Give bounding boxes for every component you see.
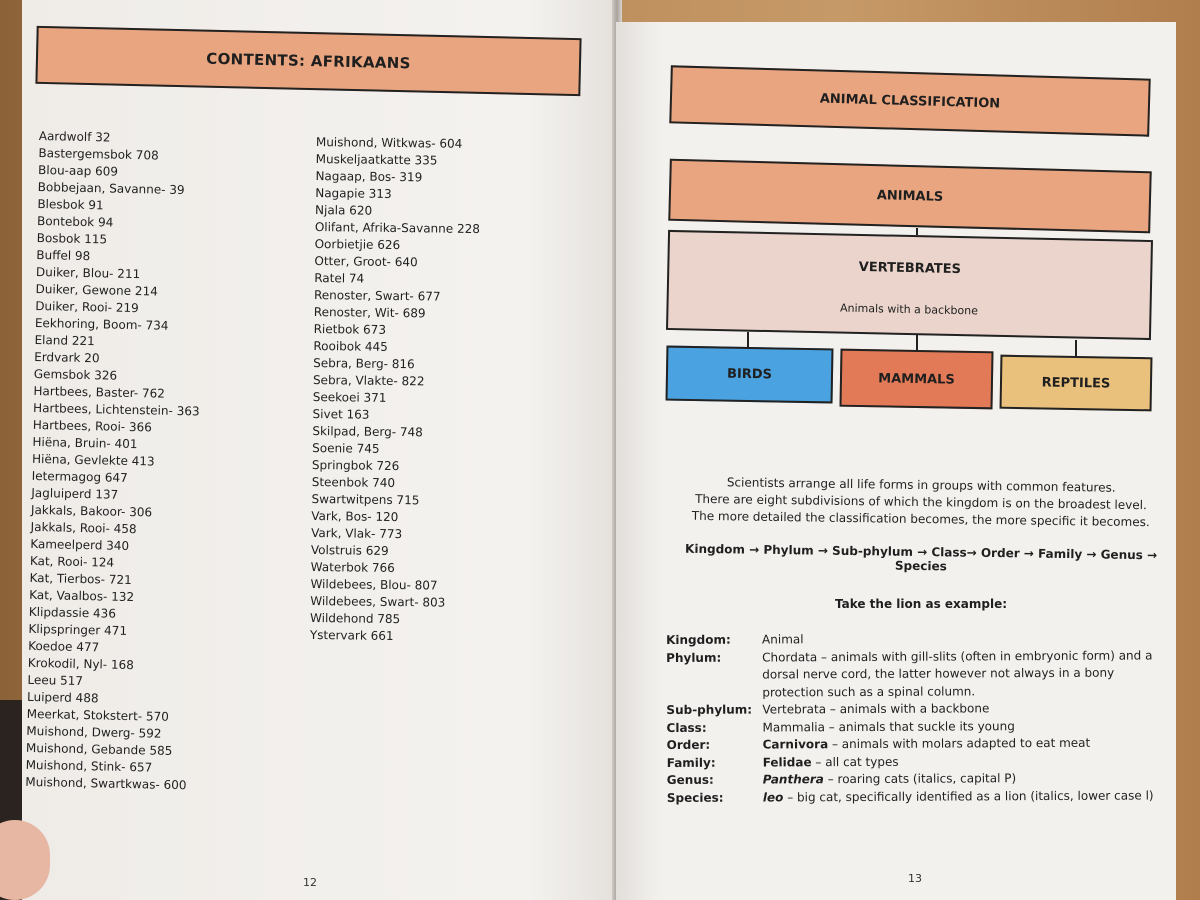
contents-entry: Skilpad, Berg- 748 bbox=[312, 423, 423, 440]
contents-entry: Hartbees, Lichtenstein- 363 bbox=[32, 400, 200, 419]
contents-entry: Erdvark 20 bbox=[34, 349, 100, 366]
contents-entry: Klipspringer 471 bbox=[28, 621, 128, 638]
contents-entry: Kat, Rooi- 124 bbox=[29, 553, 115, 570]
label-subphylum: Sub-phylum: bbox=[666, 702, 753, 717]
contents-entry: Muishond, Witkwas- 604 bbox=[315, 134, 463, 151]
label-genus: Genus: bbox=[666, 772, 714, 787]
label-family: Family: bbox=[666, 755, 716, 770]
contents-entry: Jakkals, Bakoor- 306 bbox=[30, 502, 153, 520]
lion-classification bbox=[666, 629, 1167, 807]
contents-entry: Wildehond 785 bbox=[310, 610, 401, 627]
row-phylum bbox=[666, 647, 1166, 702]
contents-entry: Duiker, Blou- 211 bbox=[35, 264, 141, 282]
contents-entry: Leeu 517 bbox=[27, 672, 84, 689]
term-species: leo bbox=[762, 789, 784, 804]
contents-entry: Vark, Bos- 120 bbox=[311, 508, 399, 525]
contents-entry: Sebra, Berg- 816 bbox=[313, 355, 415, 372]
term-genus: Panthera bbox=[762, 772, 824, 787]
contents-entry: Sebra, Vlakte- 822 bbox=[312, 372, 425, 389]
contents-entry: Kameelperd 340 bbox=[30, 536, 130, 553]
value-family bbox=[763, 752, 1167, 772]
contents-column-1 bbox=[25, 128, 205, 794]
contents-entry: Seekoei 371 bbox=[312, 389, 387, 405]
page-number-left: 12 bbox=[303, 876, 317, 889]
contents-entry: Bastergemsbok 708 bbox=[38, 145, 159, 163]
contents-entry: Duiker, Rooi- 219 bbox=[35, 298, 139, 316]
contents-entry: Blou-aap 609 bbox=[37, 162, 119, 179]
contents-entry: Soenie 745 bbox=[312, 440, 380, 456]
contents-entry: Nagaap, Bos- 319 bbox=[315, 168, 423, 185]
value-phylum: Chordata – animals with gill-slits (often in embryonic form) and a dorsal nerve cord, the latter however not always in a bony protection such as a spinal column. bbox=[762, 647, 1153, 699]
label-phylum: Phylum: bbox=[666, 650, 722, 665]
contents-entry: Renoster, Wit- 689 bbox=[313, 304, 426, 321]
contents-entry: Wildebees, Blou- 807 bbox=[310, 576, 438, 593]
contents-entry: Wildebees, Swart- 803 bbox=[310, 593, 446, 610]
contents-entry: Olifant, Afrika-Savanne 228 bbox=[314, 219, 481, 237]
value-genus bbox=[763, 769, 1167, 789]
label-species: Species: bbox=[666, 790, 724, 805]
contents-entry: Hartbees, Baster- 762 bbox=[33, 383, 166, 401]
contents-entry: Muishond, Dwerg- 592 bbox=[26, 723, 162, 741]
contents-entry: Klipdassie 436 bbox=[28, 604, 117, 621]
contents-entry: Ystervark 661 bbox=[309, 627, 394, 643]
contents-entry: Kat, Tierbos- 721 bbox=[29, 570, 132, 588]
mammals-box: MAMMALS bbox=[840, 349, 994, 410]
contents-entry: Springbok 726 bbox=[311, 457, 400, 474]
desc-genus: – roaring cats (italics, capital P) bbox=[823, 771, 1017, 787]
contents-entry: Aardwolf 32 bbox=[38, 128, 111, 145]
contents-entry: Muishond, Gebande 585 bbox=[25, 740, 173, 758]
animals-box: ANIMALS bbox=[668, 159, 1151, 234]
contents-entry: Kat, Vaalbos- 132 bbox=[29, 587, 135, 605]
contents-entry: Njala 620 bbox=[314, 202, 373, 218]
label-kingdom: Kingdom: bbox=[666, 632, 731, 647]
contents-entry: Luiperd 488 bbox=[26, 689, 99, 706]
vertebrates-box bbox=[666, 230, 1153, 340]
intro-paragraph bbox=[686, 474, 1157, 532]
intro-line-2: There are eight subdivisions of which the kingdom is on the broadest level. bbox=[695, 491, 1147, 513]
desc-family: – all cat types bbox=[811, 754, 899, 769]
contents-entry: Steenbok 740 bbox=[311, 474, 396, 490]
contents-entry: Bontebok 94 bbox=[36, 213, 114, 230]
connector-mammals bbox=[916, 335, 918, 351]
contents-entry: Jakkals, Rooi- 458 bbox=[30, 519, 137, 537]
desc-species: – big cat, specifically identified as a lion (italics, lower case l) bbox=[783, 787, 1154, 804]
contents-entry: Krokodil, Nyl- 168 bbox=[27, 655, 135, 673]
value-class: Mammalia – animals that suckle its young bbox=[762, 718, 1015, 734]
contents-entry: Gemsbok 326 bbox=[33, 366, 118, 383]
classification-chain: Kingdom → Phylum → Sub-phylum → Class→ Order → Family → Genus → Species bbox=[685, 541, 1158, 574]
contents-entry: Muishond, Stink- 657 bbox=[25, 757, 153, 775]
contents-entry: Bosbok 115 bbox=[36, 230, 108, 247]
label-class: Class: bbox=[666, 720, 707, 735]
intro-line-3: The more detailed the classification becomes, the more specific it becomes. bbox=[691, 508, 1150, 530]
contents-entry: Blesbok 91 bbox=[37, 196, 104, 213]
connector-birds bbox=[747, 332, 749, 348]
value-order bbox=[763, 734, 1167, 754]
contents-entry: Rietbok 673 bbox=[313, 321, 387, 337]
contents-entry: Otter, Groot- 640 bbox=[314, 253, 418, 270]
contents-entry: Hartbees, Rooi- 366 bbox=[32, 417, 153, 435]
contents-entry: Vark, Vlak- 773 bbox=[311, 525, 403, 542]
right-page bbox=[616, 22, 1176, 900]
contents-entry: Duiker, Gewone 214 bbox=[35, 281, 158, 299]
contents-title: CONTENTS: AFRIKAANS bbox=[35, 26, 581, 96]
term-order: Carnivora bbox=[762, 737, 829, 752]
contents-entry: Ietermagog 647 bbox=[31, 468, 128, 485]
contents-entry: Renoster, Swart- 677 bbox=[313, 287, 441, 304]
vertebrates-label: VERTEBRATES bbox=[858, 259, 962, 278]
contents-entry: Eekhoring, Boom- 734 bbox=[34, 315, 169, 333]
contents-entry: Muskeljaatkatte 335 bbox=[315, 151, 438, 168]
contents-entry: Jagluiperd 137 bbox=[31, 485, 119, 502]
birds-box: BIRDS bbox=[666, 346, 834, 404]
contents-entry: Ratel 74 bbox=[314, 270, 365, 286]
contents-entry: Koedoe 477 bbox=[28, 638, 100, 655]
value-subphylum: Vertebrata – animals with a backbone bbox=[762, 701, 990, 717]
row-species bbox=[667, 787, 1167, 807]
contents-column-2 bbox=[310, 134, 481, 646]
connector-reptiles bbox=[1075, 340, 1077, 357]
label-order: Order: bbox=[666, 737, 711, 752]
contents-entry: Waterbok 766 bbox=[310, 559, 395, 575]
contents-entry: Eland 221 bbox=[34, 332, 95, 349]
contents-entry: Rooibok 445 bbox=[313, 338, 388, 354]
contents-entry: Hiëna, Bruin- 401 bbox=[32, 434, 138, 452]
contents-entry: Oorbietjie 626 bbox=[314, 236, 401, 253]
contents-entry: Meerkat, Stokstert- 570 bbox=[26, 706, 169, 724]
reptiles-box: REPTILES bbox=[1000, 355, 1153, 412]
contents-entry: Hiëna, Gevlekte 413 bbox=[31, 451, 155, 469]
left-page bbox=[22, 0, 616, 900]
contents-entry: Bobbejaan, Savanne- 39 bbox=[37, 179, 185, 198]
page-number-right: 13 bbox=[908, 872, 922, 885]
desc-order: – animals with molars adapted to eat meat bbox=[828, 735, 1091, 752]
value-species bbox=[763, 787, 1167, 807]
contents-entry: Nagapie 313 bbox=[315, 185, 392, 201]
contents-entry: Swartwitpens 715 bbox=[311, 491, 420, 508]
intro-line-1: Scientists arrange all life forms in groups with common features. bbox=[726, 475, 1116, 495]
term-family: Felidae bbox=[762, 754, 812, 769]
contents-entry: Volstruis 629 bbox=[310, 542, 389, 558]
lion-example-heading: Take the lion as example: bbox=[834, 597, 1008, 611]
contents-entry: Sivet 163 bbox=[312, 406, 370, 422]
contents-entry: Muishond, Swartkwas- 600 bbox=[25, 774, 187, 793]
vertebrates-description: Animals with a backbone bbox=[839, 301, 979, 318]
classification-title: ANIMAL CLASSIFICATION bbox=[669, 65, 1150, 136]
value-kingdom: Animal bbox=[762, 632, 804, 647]
contents-entry: Buffel 98 bbox=[36, 247, 91, 264]
